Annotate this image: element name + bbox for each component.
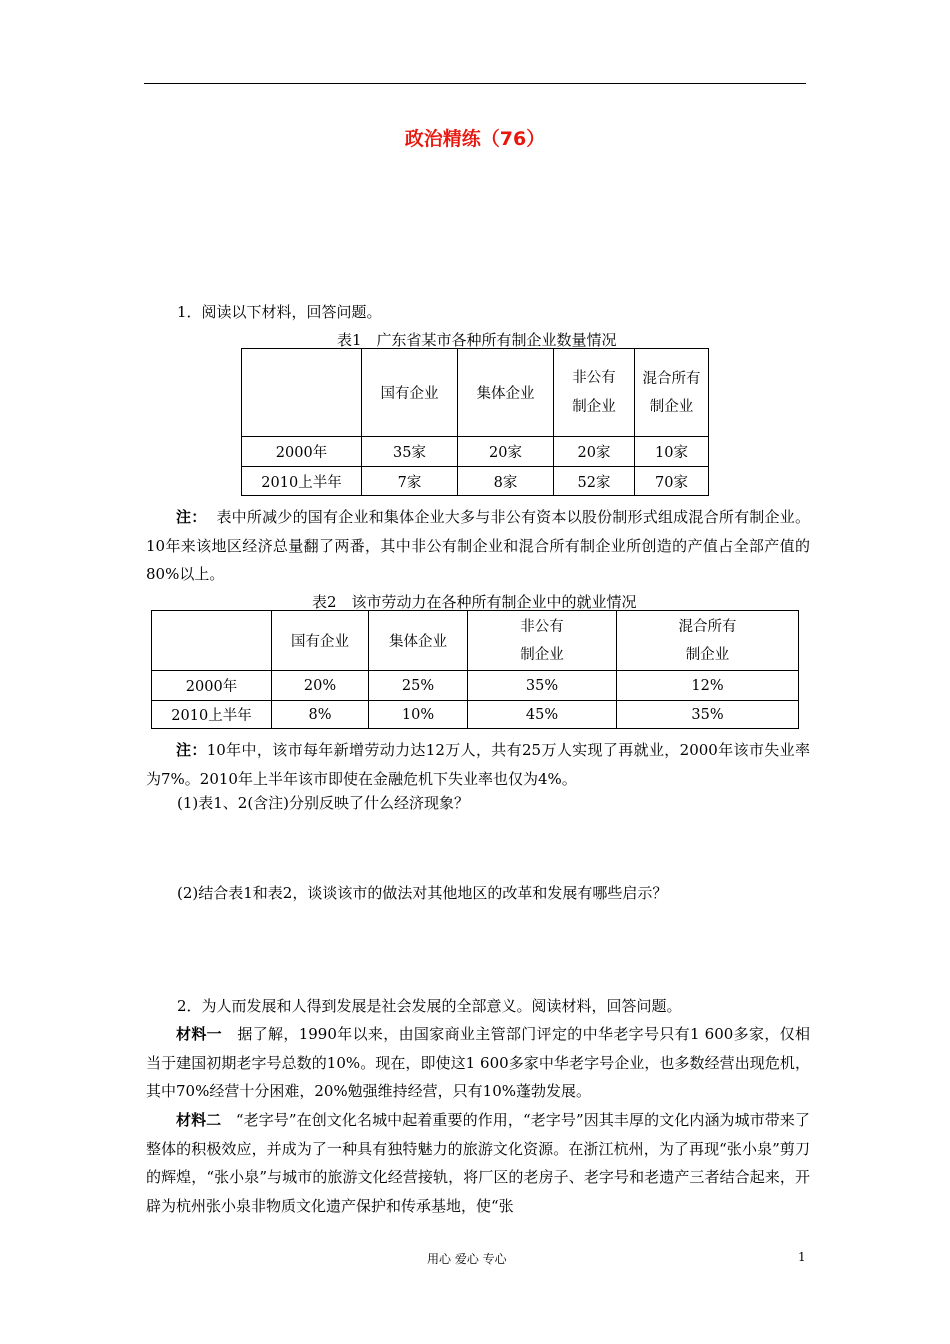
material-text: 据了解，1990年以来，由国家商业主管部门评定的中华老字号只有1 600多家，仅相当于建国初期老字号总数的10%。现在，即使这1 600多家中华老字号企业，也多数经营出现危机，其中70%经营十分困难，20%勉强维持经营，只有10%蓬勃发展。 bbox=[146, 1025, 810, 1100]
table-cell: 35% bbox=[617, 701, 799, 729]
material-2 bbox=[146, 1106, 810, 1220]
table-row bbox=[242, 437, 709, 467]
table-cell: 45% bbox=[468, 701, 617, 729]
table-1-header: 非公有制企业 bbox=[554, 349, 635, 437]
table-row bbox=[242, 467, 709, 496]
table-cell: 20% bbox=[272, 671, 369, 701]
table-2 bbox=[151, 610, 799, 729]
material-label: 材料二 bbox=[176, 1111, 222, 1129]
table-cell: 35% bbox=[468, 671, 617, 701]
table-1-header: 集体企业 bbox=[458, 349, 554, 437]
question-1-sub-2: (2)结合表1和表2，谈谈该市的做法对其他地区的改革和发展有哪些启示？ bbox=[177, 884, 668, 902]
table-cell: 10家 bbox=[635, 437, 709, 467]
footer-center-text: 用心 爱心 专心 bbox=[427, 1252, 507, 1266]
table-1-header: 国有企业 bbox=[362, 349, 458, 437]
table-2-header: 混合所有制企业 bbox=[617, 611, 799, 671]
question-1-sub-1: (1)表1、2(含注)分别反映了什么经济现象？ bbox=[177, 794, 470, 812]
table-2-corner-cell bbox=[152, 611, 272, 671]
table-cell: 25% bbox=[369, 671, 468, 701]
table-1-corner-cell bbox=[242, 349, 362, 437]
table-cell: 2010上半年 bbox=[152, 701, 272, 729]
table-2-caption: 表2 该市劳动力在各种所有制企业中的就业情况 bbox=[312, 593, 637, 611]
table-2-header: 非公有制企业 bbox=[468, 611, 617, 671]
table-1-header: 混合所有制企业 bbox=[635, 349, 709, 437]
table-1-caption: 表1 广东省某市各种所有制企业数量情况 bbox=[337, 331, 617, 349]
note-label: 注： bbox=[176, 508, 207, 526]
table-2-header: 集体企业 bbox=[369, 611, 468, 671]
note-label: 注： bbox=[176, 741, 207, 759]
table-cell: 8% bbox=[272, 701, 369, 729]
question-1-prompt: 1．阅读以下材料，回答问题。 bbox=[177, 303, 382, 321]
table-2-note bbox=[146, 736, 810, 793]
table-cell: 52家 bbox=[554, 467, 635, 496]
note-text: 10年中，该市每年新增劳动力达12万人，共有25万人实现了再就业，2000年该市失业率为7%。2010年上半年该市即使在金融危机下失业率也仅为4%。 bbox=[146, 741, 810, 788]
note-text: 表中所减少的国有企业和集体企业大多与非公有资本以股份制形式组成混合所有制企业。10年来该地区经济总量翻了两番，其中非公有制企业和混合所有制企业所创造的产值占全部产值的80%以上。 bbox=[146, 508, 810, 583]
table-cell: 7家 bbox=[362, 467, 458, 496]
table-cell: 2010上半年 bbox=[242, 467, 362, 496]
table-cell: 2000年 bbox=[152, 671, 272, 701]
table-1-note bbox=[146, 503, 810, 589]
question-2-prompt: 2．为人而发展和人得到发展是社会发展的全部意义。阅读材料，回答问题。 bbox=[177, 997, 682, 1015]
header-rule bbox=[144, 83, 806, 84]
table-2-header: 国有企业 bbox=[272, 611, 369, 671]
material-label: 材料一 bbox=[176, 1025, 223, 1043]
page-number: 1 bbox=[798, 1250, 806, 1264]
table-cell: 35家 bbox=[362, 437, 458, 467]
material-1 bbox=[146, 1020, 810, 1106]
page-title: 政治精练（76） bbox=[404, 128, 546, 150]
table-cell: 70家 bbox=[635, 467, 709, 496]
table-row bbox=[152, 671, 799, 701]
table-cell: 12% bbox=[617, 671, 799, 701]
material-text: “老字号”在创文化名城中起着重要的作用，“老字号”因其丰厚的文化内涵为城市带来了整体的积极效应，并成为了一种具有独特魅力的旅游文化资源。在浙江杭州，为了再现“张小泉”剪刀的辉煌，“张小泉”与城市的旅游文化经营接轨，将厂区的老房子、老字号和老遗产三者结合起来，开辟为杭州张小泉非物质文化遗产保护和传承基地，使“张 bbox=[146, 1111, 810, 1215]
table-cell: 20家 bbox=[554, 437, 635, 467]
table-cell: 8家 bbox=[458, 467, 554, 496]
table-cell: 2000年 bbox=[242, 437, 362, 467]
table-cell: 20家 bbox=[458, 437, 554, 467]
table-cell: 10% bbox=[369, 701, 468, 729]
table-row bbox=[152, 701, 799, 729]
table-1 bbox=[241, 348, 709, 496]
